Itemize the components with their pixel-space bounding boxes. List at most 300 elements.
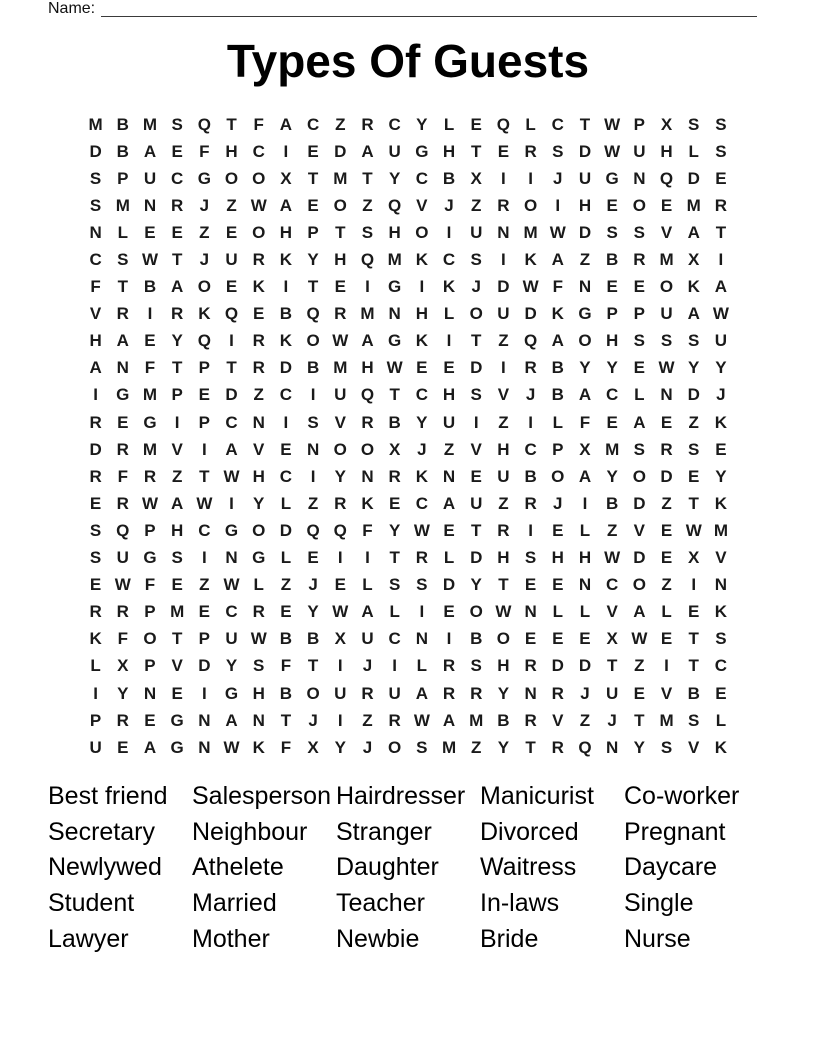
grid-letter: N: [361, 466, 374, 486]
grid-letter: J: [580, 683, 590, 703]
grid-letter: Z: [498, 493, 509, 513]
grid-letter: K: [415, 250, 428, 270]
word-item: Newbie: [336, 924, 420, 953]
grid-letter: R: [116, 493, 129, 513]
grid-letter: Q: [523, 331, 538, 351]
grid-letter: I: [555, 195, 561, 215]
grid-letter: L: [362, 575, 373, 595]
grid-letter: F: [253, 114, 264, 134]
grid-letter: Z: [226, 195, 237, 215]
grid-letter: G: [415, 141, 429, 161]
grid-letter: W: [549, 222, 566, 242]
grid-letter: B: [279, 304, 293, 324]
grid-letter: G: [170, 737, 184, 757]
grid-letter: S: [89, 520, 102, 540]
grid-letter: B: [551, 358, 564, 378]
grid-letter: T: [307, 656, 319, 676]
grid-letter: L: [389, 602, 400, 622]
grid-letter: O: [551, 466, 565, 486]
grid-letter: E: [688, 602, 700, 622]
grid-letter: T: [471, 141, 482, 161]
grid-letter: C: [89, 250, 102, 270]
grid-letter: F: [144, 575, 156, 595]
grid-letter: L: [117, 222, 128, 242]
grid-letter: Z: [362, 710, 373, 730]
grid-letter: U: [497, 466, 510, 486]
grid-letter: U: [388, 141, 401, 161]
grid-letter: C: [714, 656, 728, 676]
grid-letter: K: [279, 250, 293, 270]
word-list-column: [624, 779, 739, 958]
grid-letter: O: [252, 520, 266, 540]
grid-letter: D: [89, 439, 102, 459]
grid-letter: E: [307, 141, 319, 161]
grid-letter: R: [252, 250, 265, 270]
grid-letter: S: [388, 575, 401, 595]
word-item: In-laws: [480, 889, 560, 918]
grid-letter: Y: [388, 168, 401, 188]
name-label: Name:: [48, 0, 96, 17]
grid-letter: V: [497, 385, 510, 405]
grid-letter: S: [606, 222, 618, 242]
grid-letter: M: [387, 250, 402, 270]
grid-letter: S: [633, 331, 646, 351]
grid-letter: W: [604, 548, 621, 568]
grid-letter: E: [524, 575, 537, 595]
grid-letter: S: [688, 710, 700, 730]
grid-letter: Y: [606, 358, 618, 378]
grid-letter: E: [89, 493, 102, 513]
grid-letter: I: [419, 602, 425, 622]
grid-letter: L: [688, 141, 699, 161]
grid-letter: N: [442, 466, 456, 486]
grid-letter: A: [361, 331, 374, 351]
grid-letter: S: [361, 222, 374, 242]
grid-letter: E: [660, 548, 673, 568]
grid-letter: R: [524, 141, 537, 161]
grid-letter: U: [470, 493, 483, 513]
grid-letter: H: [497, 439, 510, 459]
grid-letter: M: [659, 710, 674, 730]
grid-letter: Q: [116, 520, 130, 540]
grid-letter: C: [415, 493, 428, 513]
grid-letter: T: [307, 277, 319, 297]
grid-letter: C: [279, 466, 293, 486]
grid-letter: X: [334, 629, 346, 649]
grid-letter: O: [469, 304, 483, 324]
grid-letter: D: [660, 466, 673, 486]
grid-letter: S: [307, 412, 319, 432]
grid-letter: E: [552, 575, 564, 595]
grid-letter: R: [442, 683, 456, 703]
grid-letter: K: [714, 412, 728, 432]
grid-letter: A: [415, 683, 428, 703]
grid-letter: A: [551, 331, 564, 351]
grid-letter: S: [688, 331, 700, 351]
grid-letter: K: [687, 277, 700, 297]
grid-letter: N: [578, 277, 592, 297]
grid-letter: B: [606, 493, 619, 513]
grid-letter: L: [634, 385, 645, 405]
grid-letter: Y: [606, 466, 618, 486]
grid-letter: H: [252, 466, 265, 486]
word-item: Daughter: [336, 853, 439, 882]
grid-letter: R: [524, 358, 537, 378]
grid-letter: H: [578, 548, 592, 568]
grid-letter: E: [443, 358, 455, 378]
grid-letter: B: [687, 683, 700, 703]
grid-letter: S: [171, 548, 183, 568]
grid-letter: L: [416, 656, 428, 676]
grid-letter: J: [553, 493, 563, 513]
grid-letter: Y: [171, 331, 183, 351]
grid-letter: I: [337, 656, 343, 676]
grid-letter: B: [606, 250, 619, 270]
word-item: Athelete: [192, 853, 284, 882]
grid-letter: Y: [253, 493, 265, 513]
grid-letter: S: [89, 548, 102, 568]
grid-letter: K: [714, 737, 728, 757]
grid-letter: K: [415, 331, 428, 351]
grid-letter: O: [469, 602, 483, 622]
grid-letter: Y: [334, 737, 346, 757]
grid-letter: E: [171, 683, 183, 703]
grid-letter: I: [473, 412, 479, 432]
grid-letter: Q: [360, 250, 375, 270]
grid-letter: B: [524, 466, 537, 486]
grid-letter: V: [552, 710, 564, 730]
grid-letter: Z: [171, 466, 183, 486]
grid-letter: T: [389, 385, 400, 405]
grid-letter: S: [470, 656, 482, 676]
grid-letter: N: [143, 683, 157, 703]
grid-letter: N: [524, 602, 537, 622]
grid-letter: Q: [197, 114, 211, 134]
grid-letter: A: [687, 222, 700, 242]
grid-letter: D: [279, 520, 293, 540]
grid-letter: I: [201, 548, 207, 568]
word-item: Newlywed: [48, 853, 162, 882]
grid-letter: F: [280, 656, 292, 676]
grid-letter: M: [333, 168, 348, 188]
grid-letter: R: [116, 710, 129, 730]
grid-letter: L: [90, 656, 101, 676]
grid-letter: A: [361, 141, 374, 161]
grid-letter: M: [441, 737, 457, 757]
grid-letter: N: [225, 548, 238, 568]
grid-letter: G: [143, 412, 157, 432]
grid-letter: E: [715, 439, 727, 459]
grid-letter: R: [470, 683, 483, 703]
grid-letter: A: [687, 304, 700, 324]
grid-letter: V: [688, 737, 700, 757]
word-item: Divorced: [480, 817, 579, 846]
grid-letter: Z: [471, 737, 482, 757]
grid-letter: U: [388, 683, 401, 703]
grid-letter: U: [361, 629, 374, 649]
grid-letter: P: [144, 520, 156, 540]
grid-letter: E: [416, 358, 428, 378]
grid-letter: A: [143, 737, 157, 757]
grid-letter: J: [716, 385, 726, 405]
grid-letter: T: [606, 656, 618, 676]
word-item: Manicurist: [480, 782, 594, 810]
grid-letter: V: [470, 439, 482, 459]
grid-letter: E: [307, 548, 319, 568]
grid-letter: E: [633, 683, 646, 703]
grid-letter: R: [361, 412, 374, 432]
grid-letter: O: [252, 222, 266, 242]
grid-letter: S: [688, 439, 700, 459]
grid-letter: C: [415, 385, 428, 405]
grid-letter: T: [688, 629, 699, 649]
grid-letter: V: [715, 548, 727, 568]
grid-letter: N: [143, 195, 157, 215]
grid-letter: D: [442, 575, 456, 595]
grid-letter: I: [446, 331, 452, 351]
grid-letter: J: [199, 250, 210, 270]
grid-letter: Y: [470, 575, 482, 595]
grid-letter: U: [633, 141, 646, 161]
grid-letter: T: [498, 575, 509, 595]
grid-letter: K: [198, 304, 211, 324]
grid-letter: A: [279, 195, 293, 215]
word-item: Pregnant: [624, 817, 726, 846]
grid-letter: G: [224, 683, 239, 703]
grid-letter: G: [143, 548, 157, 568]
grid-letter: R: [252, 358, 265, 378]
grid-letter: W: [386, 358, 403, 378]
grid-letter: H: [279, 222, 293, 242]
grid-letter: F: [552, 277, 563, 297]
grid-letter: N: [415, 629, 428, 649]
grid-letter: O: [578, 331, 592, 351]
grid-letter: P: [307, 222, 319, 242]
grid-letter: U: [143, 168, 157, 188]
grid-letter: G: [170, 710, 184, 730]
grid-letter: E: [660, 520, 673, 540]
grid-letter: U: [116, 548, 129, 568]
grid-letter: W: [413, 520, 430, 540]
grid-letter: A: [225, 439, 238, 459]
grid-letter: H: [361, 358, 374, 378]
grid-letter: H: [415, 304, 428, 324]
grid-letter: Q: [659, 168, 674, 188]
grid-letter: E: [633, 358, 646, 378]
grid-letter: A: [225, 710, 238, 730]
grid-letter: H: [497, 656, 510, 676]
grid-letter: E: [117, 412, 129, 432]
grid-letter: I: [201, 439, 207, 459]
grid-letter: C: [225, 602, 238, 622]
grid-letter: P: [198, 358, 211, 378]
grid-letter: H: [89, 331, 102, 351]
grid-letter: H: [551, 548, 564, 568]
grid-letter: T: [579, 114, 591, 134]
grid-letter: Z: [280, 575, 292, 595]
grid-letter: C: [524, 439, 537, 459]
grid-letter: H: [442, 385, 456, 405]
grid-letter: D: [633, 493, 646, 513]
grid-letter: W: [631, 629, 648, 649]
grid-letter: O: [333, 195, 347, 215]
page-title: Types Of Guests: [226, 35, 590, 87]
grid-letter: B: [442, 168, 456, 188]
grid-letter: U: [497, 304, 510, 324]
grid-letter: I: [365, 548, 370, 568]
grid-letter: Z: [579, 710, 591, 730]
grid-letter: E: [660, 195, 673, 215]
grid-letter: B: [306, 358, 320, 378]
name-blank-line: [101, 1, 757, 17]
word-list-column: [192, 779, 336, 958]
grid-letter: X: [688, 548, 700, 568]
grid-letter: G: [578, 304, 592, 324]
grid-letter: W: [332, 331, 349, 351]
grid-letter: R: [252, 602, 265, 622]
grid-letter: X: [280, 168, 292, 188]
grid-letter: V: [660, 222, 673, 242]
grid-letter: F: [579, 412, 591, 432]
grid-letter: W: [413, 710, 430, 730]
grid-letter: R: [551, 737, 564, 757]
grid-letter: F: [117, 629, 128, 649]
grid-letter: L: [443, 304, 455, 324]
grid-letter: S: [552, 141, 564, 161]
grid-letter: D: [633, 548, 646, 568]
grid-letter: I: [337, 710, 343, 730]
grid-letter: R: [551, 683, 564, 703]
grid-letter: E: [606, 277, 618, 297]
grid-letter: R: [361, 114, 374, 134]
grid-letter: H: [334, 250, 347, 270]
grid-letter: L: [579, 520, 591, 540]
grid-letter: O: [388, 737, 402, 757]
grid-letter: A: [361, 602, 374, 622]
grid-letter: M: [142, 385, 158, 405]
grid-letter: T: [171, 358, 183, 378]
grid-letter: Y: [388, 520, 401, 540]
grid-letter: O: [523, 195, 538, 215]
grid-letter: X: [660, 114, 673, 134]
grid-letter: M: [659, 250, 674, 270]
grid-letter: P: [171, 385, 183, 405]
grid-letter: E: [388, 493, 401, 513]
grid-letter: K: [714, 602, 728, 622]
grid-letter: E: [470, 114, 482, 134]
grid-letter: I: [93, 385, 98, 405]
grid-letter: Z: [253, 385, 264, 405]
grid-letter: H: [578, 195, 592, 215]
grid-letter: D: [470, 358, 483, 378]
grid-letter: L: [552, 412, 563, 432]
grid-letter: W: [223, 575, 240, 595]
grid-letter: W: [196, 493, 213, 513]
grid-letter: N: [660, 385, 673, 405]
grid-letter: J: [525, 385, 536, 405]
grid-letter: T: [471, 520, 482, 540]
grid-letter: A: [279, 114, 293, 134]
grid-letter: R: [524, 710, 537, 730]
grid-letter: Y: [715, 466, 727, 486]
grid-letter: G: [388, 331, 402, 351]
grid-letter: Q: [197, 331, 211, 351]
grid-letter: C: [551, 114, 564, 134]
grid-letter: A: [578, 385, 592, 405]
grid-letter: G: [605, 168, 619, 188]
grid-letter: E: [198, 385, 211, 405]
grid-letter: X: [388, 439, 401, 459]
grid-letter: Z: [199, 222, 210, 242]
grid-letter: Y: [497, 737, 510, 757]
grid-letter: U: [225, 629, 238, 649]
grid-letter: Z: [307, 493, 319, 513]
grid-letter: A: [116, 331, 129, 351]
grid-letter: R: [116, 602, 129, 622]
grid-letter: N: [633, 168, 646, 188]
grid-letter: W: [604, 141, 621, 161]
grid-letter: Z: [335, 114, 346, 134]
grid-letter: J: [308, 710, 318, 730]
grid-letter: W: [604, 114, 621, 134]
grid-letter: E: [633, 277, 646, 297]
grid-letter: S: [660, 737, 673, 757]
grid-letter: X: [307, 737, 319, 757]
grid-letter: D: [524, 304, 537, 324]
grid-letter: E: [171, 141, 183, 161]
grid-letter: C: [388, 629, 401, 649]
grid-letter: V: [334, 412, 346, 432]
grid-letter: N: [252, 412, 265, 432]
grid-letter: S: [117, 250, 129, 270]
grid-letter: I: [446, 629, 452, 649]
grid-letter: C: [415, 168, 428, 188]
grid-letter: O: [333, 439, 347, 459]
grid-letter: E: [715, 683, 727, 703]
grid-letter: Y: [416, 114, 428, 134]
grid-letter: I: [310, 385, 316, 405]
grid-letter: L: [579, 602, 591, 622]
grid-letter: S: [89, 168, 102, 188]
grid-letter: N: [198, 737, 211, 757]
grid-letter: H: [497, 548, 510, 568]
grid-letter: T: [171, 629, 183, 649]
grid-letter: A: [89, 358, 102, 378]
grid-letter: U: [470, 222, 483, 242]
grid-letter: E: [579, 629, 591, 649]
grid-letter: N: [524, 683, 537, 703]
grid-letter: I: [664, 656, 669, 676]
grid-letter: E: [606, 412, 618, 432]
grid-letter: Z: [498, 331, 509, 351]
word-item: Stranger: [336, 817, 432, 846]
grid-letter: M: [115, 195, 130, 215]
grid-letter: O: [224, 168, 239, 188]
grid-letter: F: [199, 141, 210, 161]
grid-letter: D: [578, 141, 592, 161]
grid-letter: R: [334, 493, 347, 513]
grid-letter: F: [362, 520, 373, 540]
grid-letter: A: [633, 412, 646, 432]
grid-letter: A: [714, 277, 728, 297]
grid-letter: E: [144, 222, 156, 242]
grid-letter: H: [252, 683, 265, 703]
word-item: Lawyer: [48, 924, 129, 953]
grid-letter: R: [143, 466, 157, 486]
grid-letter: D: [551, 656, 564, 676]
grid-letter: D: [578, 222, 592, 242]
grid-letter: D: [470, 548, 483, 568]
